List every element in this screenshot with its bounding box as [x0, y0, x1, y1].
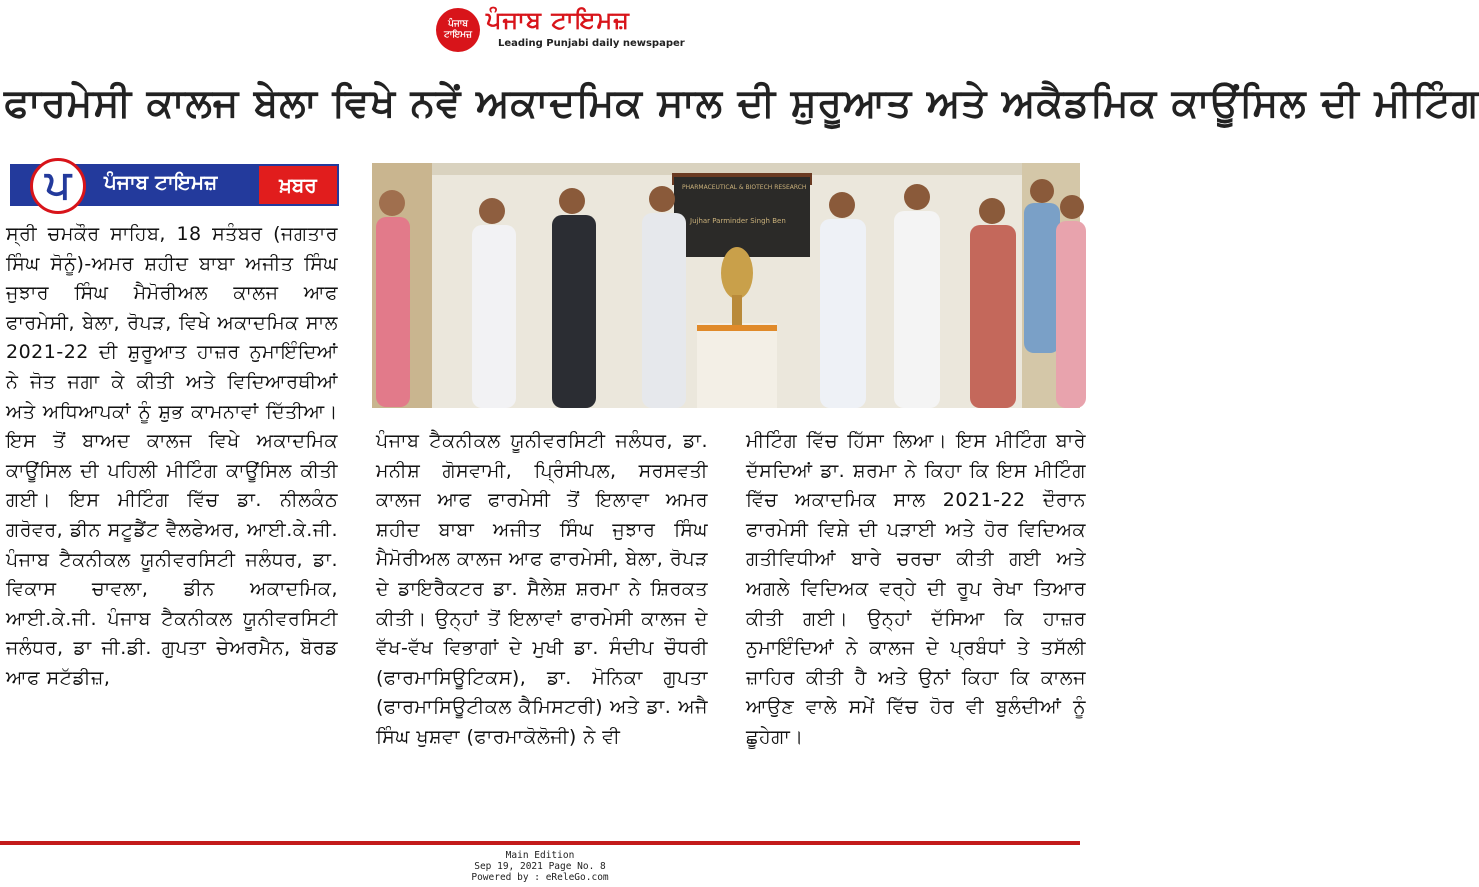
news-photo — [372, 163, 1080, 408]
plaque-banner-text: PHARMACEUTICAL & BIOTECH RESEARCH — [682, 184, 807, 191]
footer-powered-by[interactable]: Powered by : eReleGo.com — [471, 872, 609, 883]
footer — [0, 850, 1080, 883]
masthead-title: ਪੰਜਾਬ ਟਾਇਮਜ਼ — [486, 6, 630, 34]
article-text-3: ਮੀਟਿੰਗ ਵਿੱਚ ਹਿੱਸਾ ਲਿਆ। ਇਸ ਮੀਟਿੰਗ ਬਾਰੇ ਦੱਸਦਿਆਂ ਡਾ. ਸ਼ਰਮਾ ਨੇ ਕਿਹਾ ਕਿ ਇਸ ਮੀਟਿੰਗ ਵਿੱਚ ਅਕਾਦਮਿਕ ਸਾਲ 2021-22 ਦੌਰਾਨ ਫਾਰਮੇਸੀ ਵਿਸ਼ੇ ਦੀ ਪੜਾਈ ਅਤੇ ਹੋਰ ਵਿਦਿਅਕ ਗਤੀਵਿਧੀਆਂ ਬਾਰੇ ਚਰਚਾ ਕੀਤੀ ਗਈ ਅਤੇ ਅਗਲੇ ਵਿਦਿਅਕ ਵਰ੍ਹੇ ਦੀ ਰੂਪ ਰੇਖਾ ਤਿਆਰ ਕੀਤੀ ਗਈ। ਉਨ੍ਹਾਂ ਦੱਸਿਆ ਕਿ ਹਾਜ਼ਰ ਨੁਮਾਇੰਦਿਆਂ ਨੇ ਕਾਲਜ ਦੇ ਪ੍ਰਬੰਧਾਂ ਤੇ ਤਸੱਲੀ ਜ਼ਾਹਿਰ ਕੀਤੀ ਹੈ ਅਤੇ ਉਨਾਂ ਕਿਹਾ ਕਿ ਕਾਲਜ ਆਉਣ ਵਾਲੇ ਸਮੇਂ ਵਿੱਚ ਹੋਰ ਵੀ ਬੁਲੰਦੀਆਂ ਨੂੰ ਛੂਹੇਗਾ। — [746, 430, 1086, 748]
masthead — [0, 0, 1080, 64]
footer-rule — [0, 841, 1080, 845]
brand-name: ਪੰਜਾਬ ਟਾਇਮਜ਼ — [104, 170, 218, 194]
plaque-name-text: Jujhar Parminder Singh Ben — [690, 217, 786, 225]
article-column-2 — [376, 427, 708, 753]
footer-date-page: Sep 19, 2021 Page No. 8 — [474, 861, 606, 872]
headline: ਫਾਰਮੇਸੀ ਕਾਲਜ ਬੇਲਾ ਵਿਖੇ ਨਵੇਂ ਅਕਾਦਮਿਕ ਸਾਲ ਦੀ ਸ਼ੁਰੂਆਤ ਅਤੇ ਅਕੈਡਮਿਕ ਕਾਊਂਸਿਲ ਦੀ ਮੀਟਿੰਗ — [4, 81, 1479, 126]
photo-illustration — [372, 163, 1080, 408]
masthead-tagline: Leading Punjabi daily newspaper — [498, 38, 685, 49]
footer-edition: Main Edition — [505, 850, 575, 861]
masthead-logo-text: ਪੰਜਾਬ ਟਾਇਮਜ਼ — [444, 19, 472, 40]
brand-news-tag: ਖ਼ਬਰ — [259, 166, 337, 204]
masthead-logo — [436, 8, 480, 52]
brand-banner — [10, 164, 339, 206]
article-text-2: ਪੰਜਾਬ ਟੈਕਨੀਕਲ ਯੂਨੀਵਰਸਿਟੀ ਜਲੰਧਰ, ਡਾ. ਮਨੀਸ਼ ਗੋਸਵਾਮੀ, ਪ੍ਰਿੰਸੀਪਲ, ਸਰਸਵਤੀ ਕਾਲਜ ਆਫ ਫਾਰਮੇਸੀ ਤੋਂ ਇਲਾਵਾ ਅਮਰ ਸ਼ਹੀਦ ਬਾਬਾ ਅਜੀਤ ਸਿੰਘ ਜੁਝਾਰ ਸਿੰਘ ਮੈਮੋਰੀਅਲ ਕਾਲਜ ਆਫ ਫਾਰਮੇਸੀ, ਬੇਲਾ, ਰੋਪੜ ਦੇ ਡਾਇਰੈਕਟਰ ਡਾ. ਸੈਲੇਸ਼ ਸ਼ਰਮਾ ਨੇ ਸ਼ਿਰਕਤ ਕੀਤੀ। ਉਨ੍ਹਾਂ ਤੋਂ ਇਲਾਵਾਂ ਫਾਰਮੇਸੀ ਕਾਲਜ ਦੇ ਵੱਖ-ਵੱਖ ਵਿਭਾਗਾਂ ਦੇ ਮੁਖੀ ਡਾ. ਸੰਦੀਪ ਚੌਧਰੀ (ਫਾਰਮਾਸਿਊਟਿਕਸ), ਡਾ. ਮੋਨਿਕਾ ਗੁਪਤਾ (ਫਾਰਮਾਸਿਊਟੀਕਲ ਕੈਮਿਸਟਰੀ) ਅਤੇ ਡਾ. ਅਜੈ ਸਿੰਘ ਖੁਸ਼ਵਾ (ਫਾਰਮਾਕੋਲੋਜੀ) ਨੇ ਵੀ — [376, 430, 708, 748]
article-column-1 — [6, 220, 338, 694]
article-text-1: ਸ੍ਰੀ ਚਮਕੌਰ ਸਾਹਿਬ, 18 ਸਤੰਬਰ (ਜਗਤਾਰ ਸਿੰਘ ਸੋਨੂੰ)-ਅਮਰ ਸ਼ਹੀਦ ਬਾਬਾ ਅਜੀਤ ਸਿੰਘ ਜੁਝਾਰ ਸਿੰਘ ਮੈਮੋਰੀਅਲ ਕਾਲਜ ਆਫ ਫਾਰਮੇਸੀ, ਬੇਲਾ, ਰੋਪੜ, ਵਿਖੇ ਅਕਾਦਮਿਕ ਸਾਲ 2021-22 ਦੀ ਸ਼ੁਰੂਆਤ ਹਾਜ਼ਰ ਨੁਮਾਇੰਦਿਆਂ ਨੇ ਜੋਤ ਜਗਾ ਕੇ ਕੀਤੀ ਅਤੇ ਵਿਦਿਆਰਥੀਆਂ ਅਤੇ ਅਧਿਆਪਕਾਂ ਨੂੰ ਸ਼ੁਭ ਕਾਮਨਾਵਾਂ ਦਿੱਤੀਆ। ਇਸ ਤੋਂ ਬਾਅਦ ਕਾਲਜ ਵਿਖੇ ਅਕਾਦਮਿਕ ਕਾਊਂਸਿਲ ਦੀ ਪਹਿਲੀ ਮੀਟਿੰਗ ਕਾਊਂਸਿਲ ਕੀਤੀ ਗਈ। ਇਸ ਮੀਟਿੰਗ ਵਿੱਚ ਡਾ. ਨੀਲਕੰਠ ਗਰੋਵਰ, ਡੀਨ ਸਟੂਡੈਂਟ ਵੈਲਫੇਅਰ, ਆਈ.ਕੇ.ਜੀ. ਪੰਜਾਬ ਟੈਕਨੀਕਲ ਯੂਨੀਵਰਸਿਟੀ ਜਲੰਧਰ, ਡਾ. ਵਿਕਾਸ ਚਾਵਲਾ, ਡੀਨ ਅਕਾਦਮਿਕ, ਆਈ.ਕੇ.ਜੀ. ਪੰਜਾਬ ਟੈਕਨੀਕਲ ਯੂਨੀਵਰਸਿਟੀ ਜਲੰਧਰ, ਡਾ ਜੀ.ਡੀ. ਗੁਪਤਾ ਚੇਅਰਮੈਨ, ਬੋਰਡ ਆਫ ਸਟੱਡੀਜ਼, — [6, 223, 338, 689]
article-column-3 — [746, 427, 1086, 753]
brand-logo-icon: ਪ — [30, 158, 86, 214]
